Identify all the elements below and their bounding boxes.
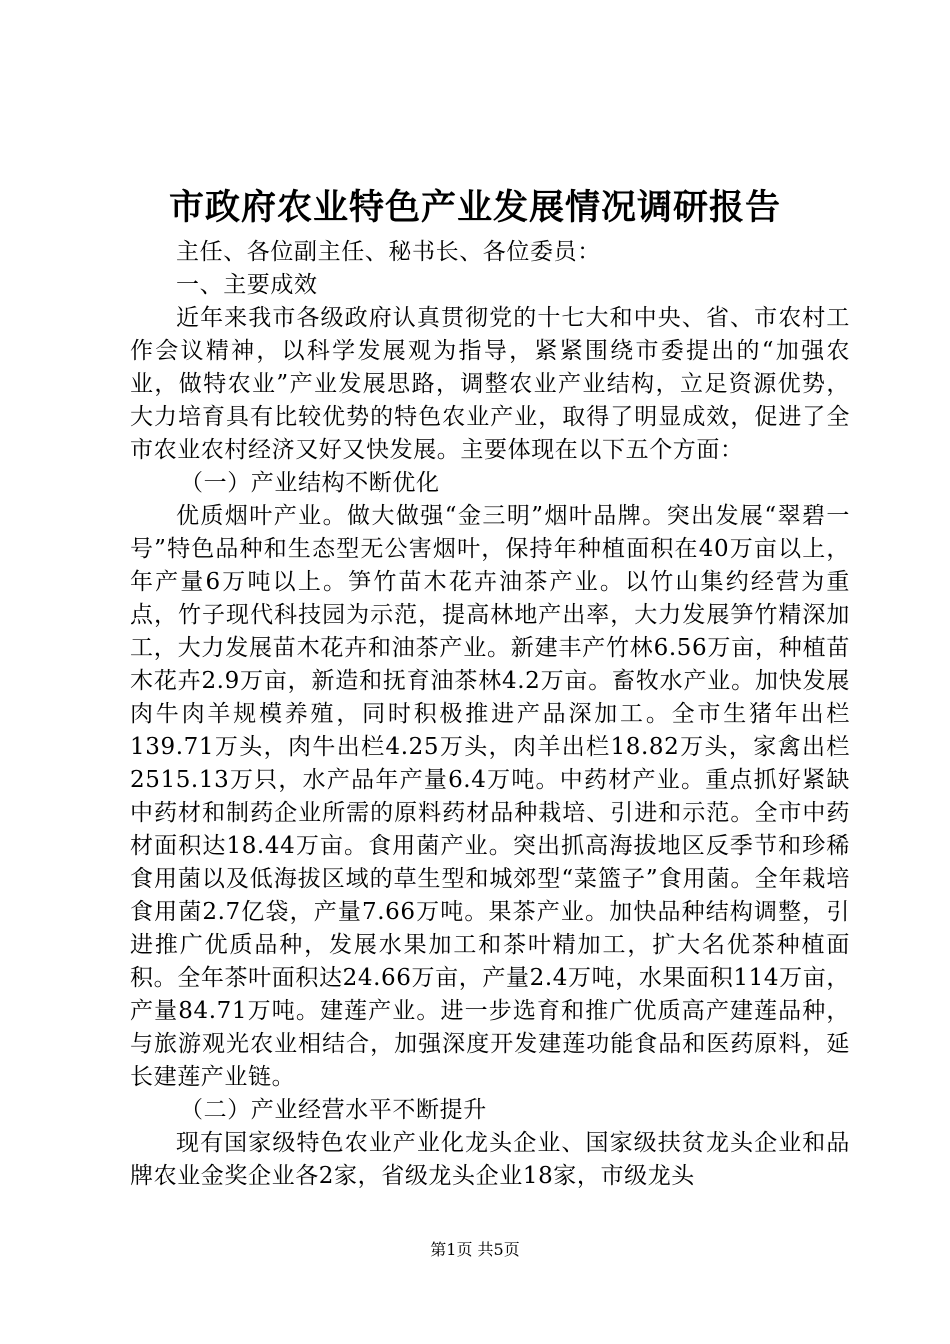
paragraph-intro: 近年来我市各级政府认真贯彻党的十七大和中央、省、市农村工作会议精神，以科学发展观为指导，紧紧围绕市委提出的“加强农业，做特农业”产业发展思路，调整农业产业结构，立足资源优势，大力培育具有比较优势的特色农业产业，取得了明显成效，促进了全市农业农村经济又好又快发展。主要体现在以下五个方面： xyxy=(130,305,850,463)
paragraph-enterprises: 现有国家级特色农业产业化龙头企业、国家级扶贫龙头企业和品牌农业金奖企业各2家，省级龙头企业18家，市级龙头 xyxy=(130,1130,850,1189)
subsection-heading-1: （一）产业结构不断优化 xyxy=(180,470,440,496)
subsection-heading-2: （二）产业经营水平不断提升 xyxy=(180,1097,487,1123)
page-footer: 第1页 共5页 xyxy=(430,1240,520,1259)
section-heading-1: 一、主要成效 xyxy=(176,272,318,298)
document-title: 市政府农业特色产业发展情况调研报告 xyxy=(168,187,781,228)
paragraph-industries: 优质烟叶产业。做大做强“金三明”烟叶品牌。突出发展“翠碧一号”特色品种和生态型无公害烟叶，保持年种植面积在40万亩以上，年产量6万吨以上。笋竹苗木花卉油茶产业。以竹山集约经营为重点，竹子现代科技园为示范，提高林地产出率，大力发展笋竹精深加工，大力发展苗木花卉和油茶产业。新建丰产竹林6.56万亩，种植苗木花卉2.9万亩，新造和抚育油茶林4.2万亩。畜牧水产业。加快发展肉牛肉羊规模养殖，同时积极推进产品深加工。全市生猪年出栏139.71万头，肉牛出栏4.25万头，肉羊出栏18.82万头，家禽出栏2515.13万只，水产品年产量6.4万吨。中药材产业。重点抓好紧缺中药材和制药企业所需的原料药材品种栽培、引进和示范。全市中药材面积达18.44万亩。食用菌产业。突出抓高海拔地区反季节和珍稀食用菌以及低海拔区域的草生型和城郊型“菜篮子”食用菌。全年栽培食用菌2.7亿袋，产量7.66万吨。果茶产业。加快品种结构调整，引进推广优质品种，发展水果加工和茶叶精加工，扩大名优茶种植面积。全年茶叶面积达24.66万亩，产量2.4万吨，水果面积114万亩，产量84.71万吨。建莲产业。进一步选育和推广优质高产建莲品种，与旅游观光农业相结合，加强深度开发建莲功能食品和医药原料，延长建莲产业链。 xyxy=(130,503,850,1090)
document-body xyxy=(130,236,850,1193)
salutation: 主任、各位副主任、秘书长、各位委员： xyxy=(176,239,601,265)
